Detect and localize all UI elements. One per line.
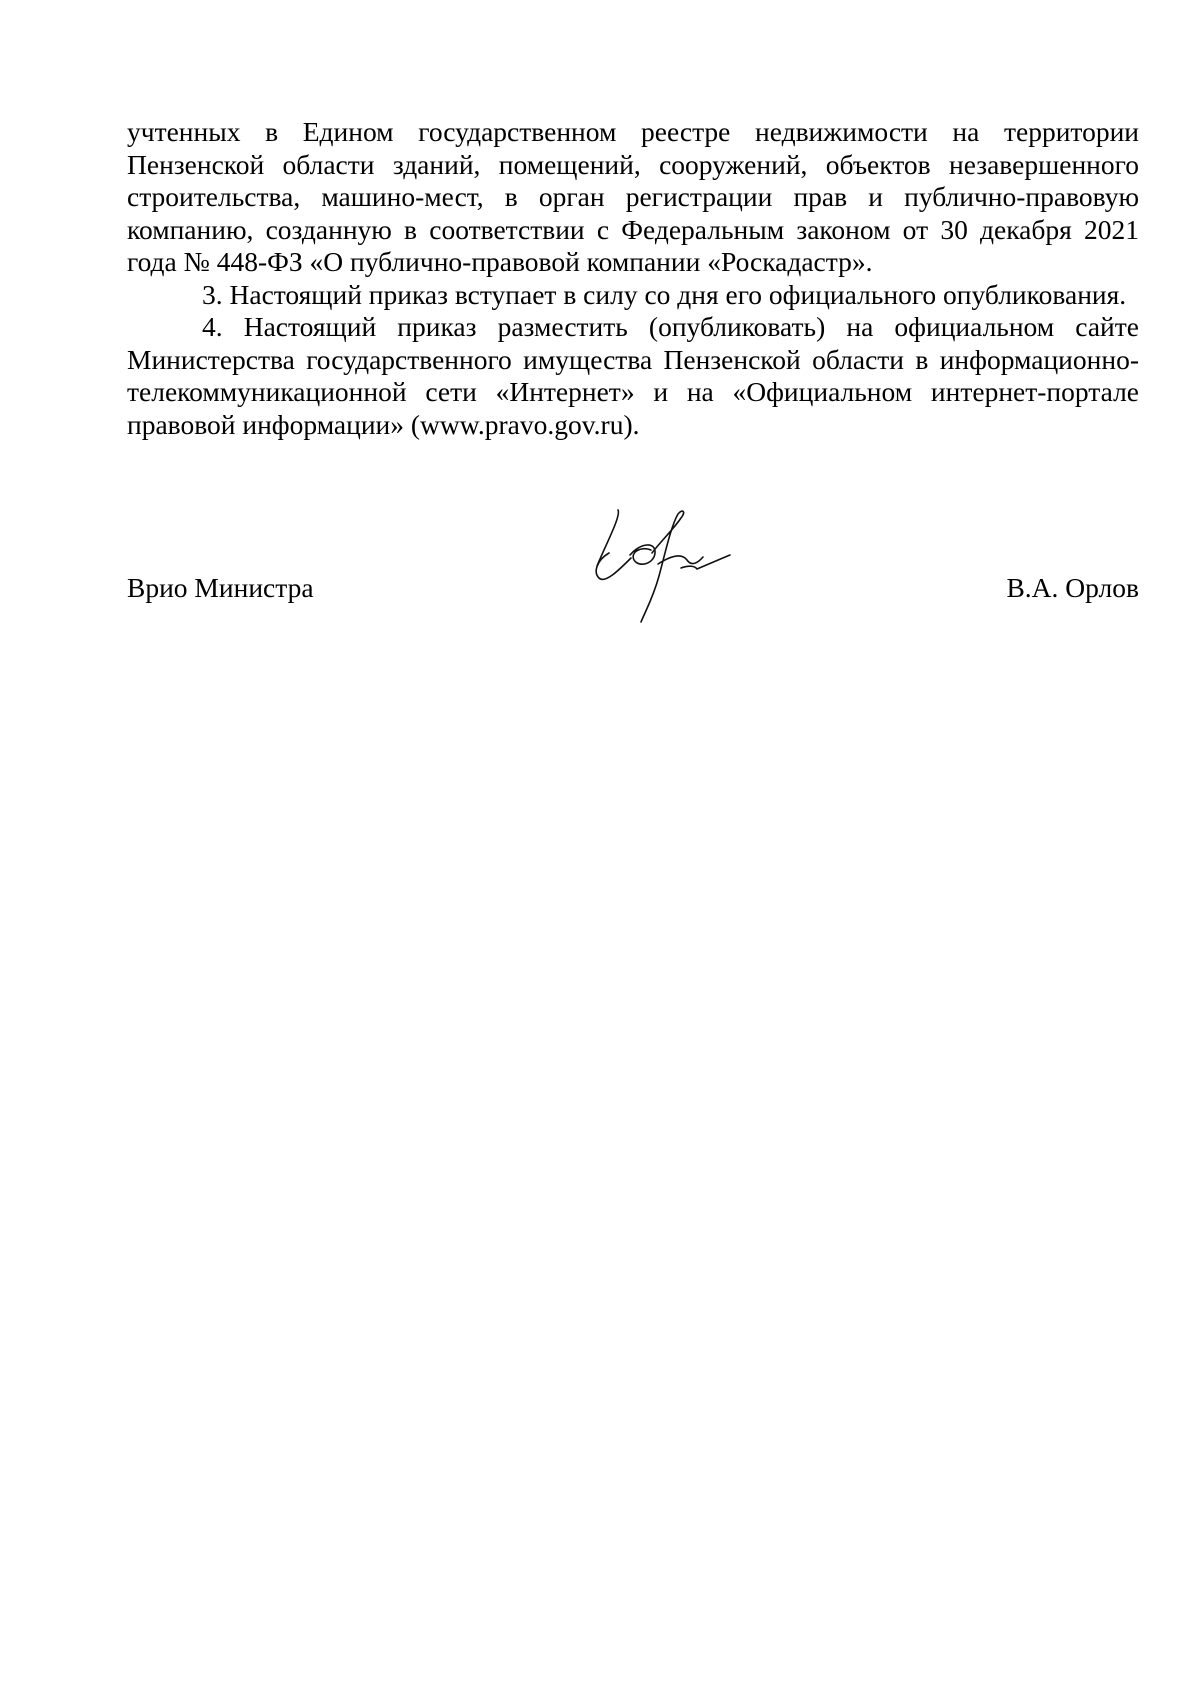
paragraph-item-3: 3. Настоящий приказ вступает в силу со дня его официального опубликования. [202, 278, 1127, 310]
signatory-name: В.А. Орлов [1006, 572, 1139, 603]
signatory-title: Врио Министра [127, 572, 314, 603]
document-body [127, 116, 1139, 441]
handwritten-signature-icon [585, 508, 745, 628]
paragraph-continuation: учтенных в Едином государственном реестре недвижимости на территории Пензенской области зданий, помещений, сооружений, объектов незавершенного строительства, машино-мест, в орган регистрации прав и публично-правовую компанию, созданную в соответствии с Федеральным законом от 30 декабря 2021 года № 448-ФЗ «О публично-правовой компании «Роскадастр». [127, 116, 1139, 277]
paragraph-item-4: 4. Настоящий приказ разместить (опубликовать) на официальном сайте Министерства государственного имущества Пензенской области в информационно-телекоммуникационной сети «Интернет» и на «Официальном интернет-портале правовой информации» (www.pravo.gov.ru). [127, 311, 1139, 440]
signature-block [127, 572, 1139, 608]
